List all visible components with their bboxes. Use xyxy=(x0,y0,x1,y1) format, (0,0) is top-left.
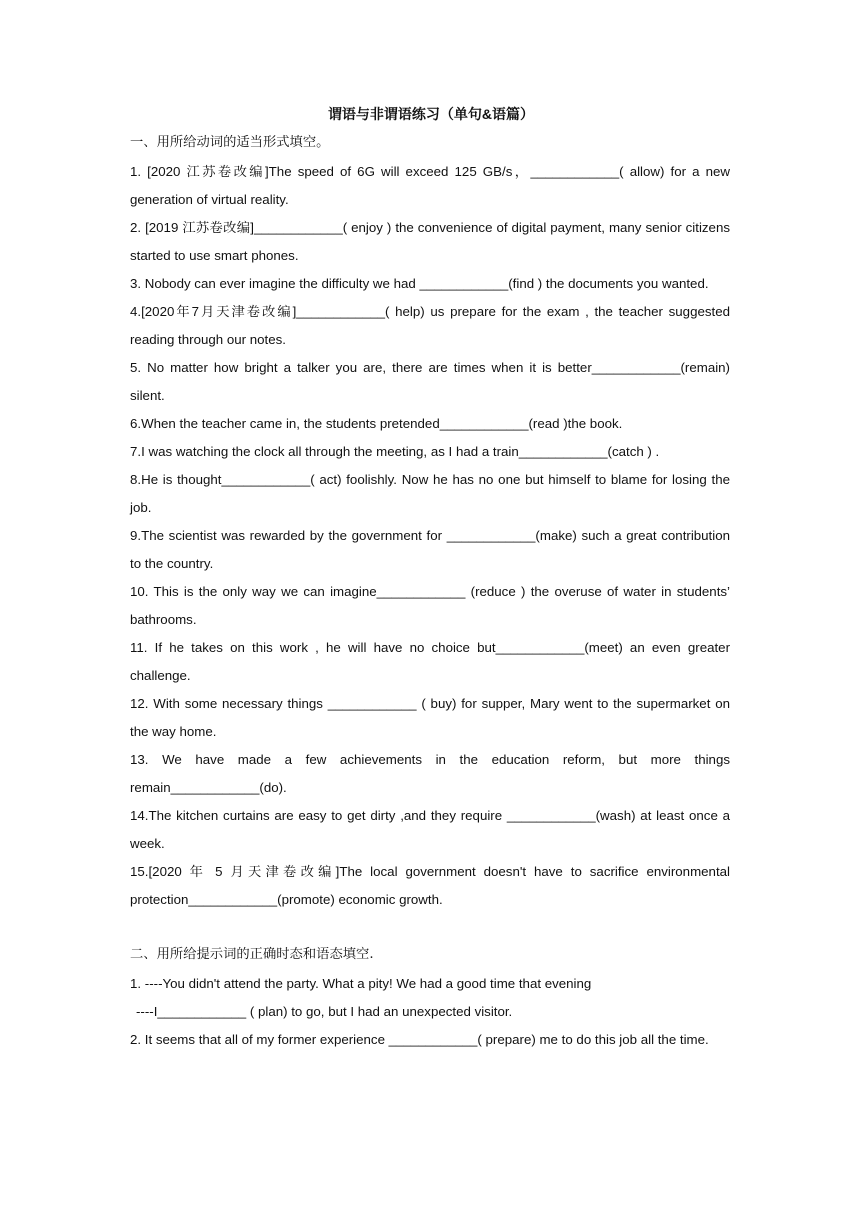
section-2-heading: 二、用所给提示词的正确时态和语态填空. xyxy=(130,947,374,962)
question-item: 12. With some necessary things ____________ ( buy) for supper, Mary went to the supermarket on the way home. xyxy=(130,696,730,739)
question-item: 3. Nobody can ever imagine the difficulty we had ____________(find ) the documents you wanted. xyxy=(130,276,709,291)
question-item: 9.The scientist was rewarded by the government for ____________(make) such a great contribution to the country. xyxy=(130,528,730,571)
question-item: 13. We have made a few achievements in the education reform, but more things remain____________(do). xyxy=(130,752,730,795)
question-item: 1. ----You didn't attend the party. What a pity! We had a good time that evening xyxy=(130,976,592,991)
question-item: 11. If he takes on this work , he will have no choice but____________(meet) an even greater challenge. xyxy=(130,640,730,683)
section-2-questions xyxy=(130,970,730,1054)
question-item: 2. It seems that all of my former experience ____________( prepare) me to do this job all the time. xyxy=(130,1032,709,1047)
page-title: 谓语与非谓语练习（单句&语篇） xyxy=(327,106,535,122)
question-item: 5. No matter how bright a talker you are, there are times when it is better____________(remain) silent. xyxy=(130,360,730,403)
section-1-questions xyxy=(130,158,730,914)
question-item: 10. This is the only way we can imagine____________ (reduce ) the overuse of water in students’ bathrooms. xyxy=(130,584,730,627)
question-item: 4.[2020年7月天津卷改编]____________( help) us prepare for the exam , the teacher suggested reading through our notes. xyxy=(130,304,730,347)
question-item: 6.When the teacher came in, the students pretended____________(read )the book. xyxy=(130,416,623,431)
question-item: 14.The kitchen curtains are easy to get dirty ,and they require ____________(wash) at least once a week. xyxy=(130,808,730,851)
section-1-heading: 一、用所给动词的适当形式填空。 xyxy=(130,135,330,150)
question-item: 2. [2019 江苏卷改编]____________( enjoy ) the convenience of digital payment, many senior citizens started to use smart phones. xyxy=(130,220,730,263)
question-item: ----I____________ ( plan) to go, but I had an unexpected visitor. xyxy=(136,1004,513,1019)
question-item: 8.He is thought____________( act) foolishly. Now he has no one but himself to blame for losing the job. xyxy=(130,472,730,515)
document-page xyxy=(130,100,730,1054)
section-spacer xyxy=(130,914,730,940)
question-item: 7.I was watching the clock all through the meeting, as I had a train____________(catch ) . xyxy=(130,444,660,459)
question-item: 15.[2020 年 5 月天津卷改编]The local government doesn't have to sacrifice environmental protection____________(promote) economic growth. xyxy=(130,864,730,907)
question-item: 1. [2020 江苏卷改编]The speed of 6G will exceed 125 GB/s，____________( allow) for a new generation of virtual reality. xyxy=(130,164,730,207)
